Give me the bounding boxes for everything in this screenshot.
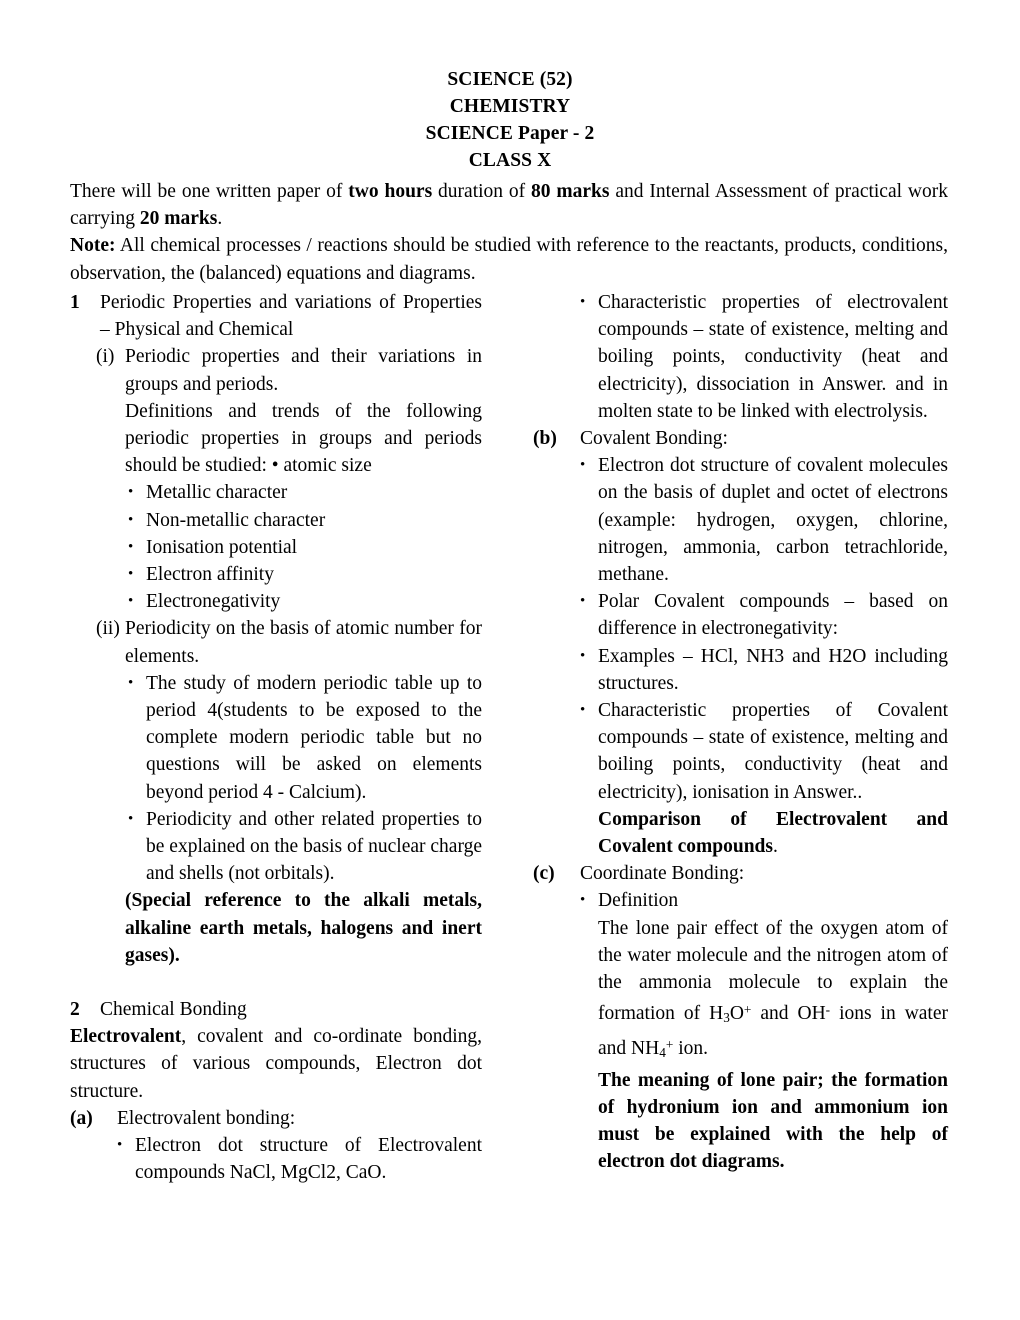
list-item (580, 452, 948, 588)
section-1-item-ii (96, 615, 482, 669)
section-2-lead (70, 1023, 482, 1105)
bullet-icon: • (580, 892, 586, 909)
intro-bold-80-marks: 80 marks (531, 181, 610, 202)
lead-rest-text: , covalent and co-ordinate bonding, structures of various compounds, Electron dot structure. (70, 1026, 482, 1102)
electrovalent-properties-bullet-list (533, 289, 948, 425)
bullet-text: Periodicity and other related properties to be explained on the basis of nuclear charge and shells (not orbitals). (146, 808, 482, 885)
bullet-text: Non-metallic character (146, 509, 326, 531)
bullet-text: Metallic character (146, 482, 288, 504)
list-item (580, 887, 948, 914)
section-2-item-a (70, 1105, 482, 1132)
intro-text-2: duration of (432, 181, 532, 202)
section-2 (70, 996, 482, 1023)
bullet-icon: • (580, 457, 586, 474)
bullet-text: Ionisation potential (146, 536, 298, 558)
intro-section (70, 178, 948, 287)
bullet-text: Electronegativity (146, 591, 281, 613)
list-item (128, 561, 482, 588)
bullet-text: Electron affinity (146, 564, 274, 586)
bullet-text: Characteristic properties of electrovalent compounds – state of existence, melting and boiling points, conductivity (heat and electricity), dissociation in Answer. and in molten state to be linked with electrolysis. (598, 292, 948, 422)
item-i-continuation: Definitions and trends of the following periodic properties in groups and periods should be studied: • atomic size (125, 400, 482, 477)
list-item (128, 507, 482, 534)
bullet-icon: • (128, 511, 134, 528)
section-1-item-i (96, 343, 482, 397)
definition-text-5: ion. (673, 1038, 708, 1060)
section-2-item-c (533, 860, 948, 887)
bullet-icon: • (580, 294, 586, 310)
definition-text-3: and OH (751, 1003, 826, 1025)
definition-subscript-3: 3 (723, 1010, 730, 1026)
item-a-label: Electrovalent bonding: (117, 1107, 296, 1129)
item-ii-bold-note (125, 887, 482, 969)
section-spacer (70, 969, 482, 996)
bold-note-period: . (773, 836, 778, 858)
item-b-marker: (b) (533, 428, 557, 450)
item-i-text: Periodic properties and their variations in groups and periods. (125, 346, 482, 395)
bullet-icon: • (128, 484, 134, 501)
bullet-icon: • (117, 1137, 123, 1154)
definition-text-2: O (729, 1003, 744, 1025)
item-i-marker: (i) (96, 346, 115, 368)
list-item (580, 289, 948, 425)
electrovalent-bullet-list (70, 1132, 482, 1186)
lead-bold-electrovalent: Electrovalent (70, 1026, 182, 1048)
section-2-title: Chemical Bonding (100, 999, 247, 1021)
bullet-icon: • (128, 538, 134, 555)
item-ii-marker: (ii) (96, 618, 120, 640)
definition-text-4: ions in water and NH (598, 1003, 948, 1060)
section-1-number: 1 (70, 292, 80, 313)
bullet-text: Characteristic properties of Covalent compounds – state of existence, melting and boiling points, conductivity (heat and electricity), ionisation in Answer.. (598, 700, 948, 803)
list-item (128, 806, 482, 888)
item-ii-text: Periodicity on the basis of atomic number for elements. (125, 618, 482, 667)
left-column (70, 289, 482, 1187)
intro-bold-two-hours: two hours (348, 181, 433, 202)
bullet-icon: • (580, 593, 586, 610)
coordinate-bonding-bullet-list (533, 887, 948, 914)
intro-text-3: and Internal Assessment of practical work carrying (70, 181, 948, 230)
heading-class: CLASS X (468, 150, 552, 171)
list-item (128, 534, 482, 561)
bold-note-text: (Special reference to the alkali metals, alkaline earth metals, halogens and inert gases). (125, 890, 482, 966)
heading-chemistry: CHEMISTRY (449, 96, 571, 117)
definition-superscript-plus: + (743, 1002, 752, 1018)
bullet-icon: • (580, 647, 586, 664)
heading-paper: SCIENCE Paper - 2 (425, 123, 595, 144)
section-2-number: 2 (70, 999, 80, 1021)
item-a-marker: (a) (70, 1107, 93, 1129)
bullet-icon: • (128, 566, 134, 583)
covalent-bonding-bullet-list (533, 452, 948, 806)
list-item (580, 697, 948, 806)
item-c-bold-note (598, 1067, 948, 1176)
bullet-icon: • (580, 702, 586, 719)
intro-bold-20-marks: 20 marks (139, 208, 218, 230)
intro-text-4: . (217, 208, 223, 230)
list-item (128, 670, 482, 806)
periodicity-bullet-list (70, 670, 482, 888)
item-c-marker: (c) (533, 863, 555, 885)
note-label: Note: (70, 235, 116, 257)
bullet-icon: • (128, 593, 134, 610)
section-1 (70, 289, 482, 343)
section-2-item-b (533, 425, 948, 452)
definition-subscript-4: 4 (659, 1045, 666, 1061)
intro-paragraph-note (70, 232, 948, 286)
definition-superscript-plus-2: + (665, 1037, 674, 1053)
item-c-label: Coordinate Bonding: (580, 863, 745, 885)
section-1-title: Periodic Properties and variations of Properties – Physical and Chemical (100, 292, 482, 341)
list-item (128, 588, 482, 615)
item-b-label: Covalent Bonding: (580, 428, 728, 450)
item-b-bold-note (580, 806, 948, 860)
bullet-text: Electron dot structure of Electrovalent compounds NaCl, MgCl2, CaO. (135, 1135, 482, 1184)
right-column (533, 289, 948, 1175)
bullet-text: Examples – HCl, NH3 and H2O including structures. (598, 645, 948, 694)
list-item (580, 588, 948, 642)
bullet-text: Definition (598, 890, 679, 912)
list-item (117, 1132, 482, 1186)
bullet-text: The study of modern periodic table up to period 4(students to be exposed to the complete modern periodic table but no questions will be asked on elements beyond period 4 - Calcium). (146, 672, 482, 803)
intro-paragraph-exam (70, 178, 948, 232)
definition-text-1: The lone pair effect of the oxygen atom of the water molecule and the nitrogen atom of the ammonia molecule to explain the formation of H (598, 917, 948, 1025)
item-b-bold-note-wrap (533, 806, 948, 860)
list-item (580, 643, 948, 697)
document-headings (0, 66, 1020, 174)
periodic-properties-bullet-list (70, 479, 482, 615)
bullet-text: Polar Covalent compounds – based on difference in electronegativity: (598, 591, 948, 640)
intro-text-1: There will be one written paper of (70, 181, 349, 202)
note-text: All chemical processes / reactions should be studied with reference to the reactants, products, conditions, observation, the (balanced) equations and diagrams. (70, 235, 948, 284)
coordinate-definition-paragraph (598, 915, 948, 1067)
bullet-icon: • (128, 810, 134, 827)
bold-note-text: Comparison of Electrovalent and Covalent compounds (598, 808, 948, 858)
heading-subject-code: SCIENCE (52) (447, 69, 573, 90)
bullet-text: Electron dot structure of covalent molecules on the basis of duplet and octet of electrons (example: hydrogen, oxygen, chlorine, nitrogen, ammonia, carbon tetrachloride, methane. (598, 455, 948, 586)
bold-note-text: The meaning of lone pair; the formation of hydronium ion and ammonium ion must be explained with the help of electron dot diagrams. (598, 1069, 948, 1173)
list-item (128, 479, 482, 506)
definition-superscript-minus: - (825, 1002, 831, 1018)
bullet-icon: • (128, 674, 134, 691)
